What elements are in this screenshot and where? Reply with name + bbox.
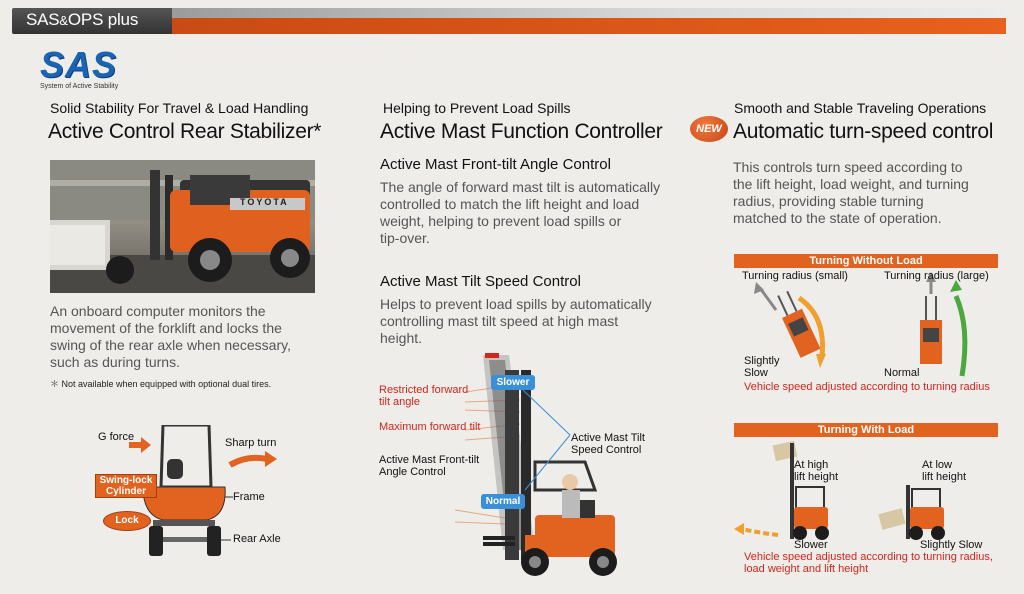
slower-pill: Slower (491, 375, 535, 390)
label-restricted-tilt: Restricted forward tilt angle (379, 384, 469, 408)
col2-section2-body: Helps to prevent load spills by automatically controlling mast tilt speed at high mast height. (380, 296, 652, 346)
col1-headline: Active Control Rear Stabilizer* (48, 120, 322, 143)
label-tilt-speed-control: Active Mast Tilt Speed Control (571, 432, 645, 456)
label-normal: Normal (884, 367, 920, 379)
header-gradient-strip (160, 8, 1006, 18)
label-maximum-tilt: Maximum forward tilt (379, 421, 481, 433)
col1-footnote: ＊ Not available when equipped with optional dual tires. (50, 379, 272, 389)
panel2-note: Vehicle speed adjusted according to turning radius, load weight and lift height (744, 551, 993, 575)
lock-tag: Lock (103, 511, 151, 531)
label-low-lift: At low lift height (922, 459, 967, 483)
col2-section1-body: The angle of forward mast tilt is automatically controlled to match the lift height and load weight, helping to prevent load spills or tip-over. (380, 179, 661, 246)
col2-section2-title: Active Mast Tilt Speed Control (380, 273, 581, 290)
col3-headline: Automatic turn-speed control (733, 120, 994, 143)
col3-body: This controls turn speed according to the lift height, load weight, and turning radius, providing stable turning matched to the state of operation. (733, 159, 969, 226)
label-sharp-turn: Sharp turn (225, 437, 277, 449)
label-front-tilt-control: Active Mast Front-tilt Angle Control (379, 454, 480, 478)
sas-logo: SAS (40, 44, 118, 85)
label-high-lift: At high lift height (794, 459, 839, 483)
new-badge: NEW (690, 116, 728, 142)
panel1-note: Vehicle speed adjusted according to turning radius (744, 381, 990, 393)
sas-logo-subtitle: System of Active Stability (40, 83, 119, 90)
label-rear-axle: Rear Axle (233, 533, 281, 545)
panel-turning-without-load-bar: Turning Without Load (734, 254, 998, 268)
normal-pill: Normal (481, 494, 525, 509)
panel-turning-with-load-bar: Turning With Load (734, 423, 998, 437)
label-frame: Frame (233, 491, 265, 503)
panel-turning-with-load (734, 437, 1004, 577)
panel-turning-without-load (734, 268, 1004, 393)
label-g-force: G force (98, 431, 135, 443)
col1-subhead: Solid Stability For Travel & Load Handling (50, 100, 309, 116)
col1-body: An onboard computer monitors the movement of the forklift and locks the swing of the rear axle when necessary, such as during turns. (50, 303, 291, 370)
col2-subhead: Helping to Prevent Load Spills (383, 100, 571, 116)
label-slightly-slow-2: Slightly Slow (920, 539, 983, 551)
col3-subhead: Smooth and Stable Traveling Operations (734, 100, 987, 116)
header-title: SAS&OPS plus (26, 10, 139, 29)
label-slower: Slower (794, 539, 828, 551)
col2-headline: Active Mast Function Controller (380, 120, 663, 143)
label-radius-large: Turning radius (large) (884, 270, 989, 282)
label-slightly-slow: Slightly Slow (744, 355, 780, 379)
mast-control-diagram (375, 350, 675, 582)
photo-brand-text: TOYOTA (240, 197, 289, 207)
label-radius-small: Turning radius (small) (742, 270, 848, 282)
header-orange-bar (160, 18, 1006, 34)
forklift-photo (50, 160, 315, 293)
col2-section1-title: Active Mast Front-tilt Angle Control (380, 156, 611, 173)
rear-stabilizer-diagram (95, 425, 295, 560)
swing-lock-cylinder-tag: Swing-lock Cylinder (95, 474, 157, 498)
